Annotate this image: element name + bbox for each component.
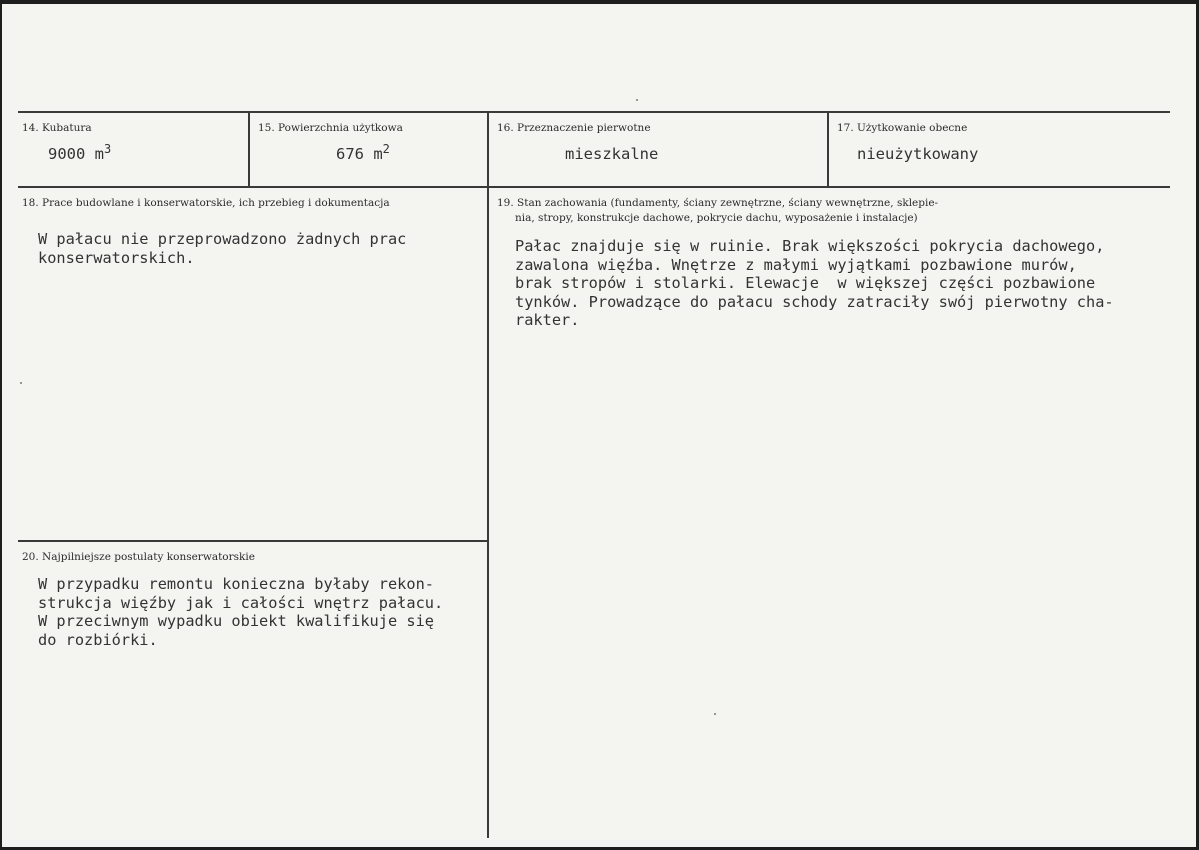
field-17-label: 17. Użytkowanie obecne <box>837 122 968 134</box>
field-19-line: zawalona więźba. Wnętrze z małymi wyjątkami pozbawione murów, <box>515 255 1077 274</box>
field-20-line: do rozbiórki. <box>38 630 158 649</box>
field-15-label: 15. Powierzchnia użytkowa <box>258 122 403 134</box>
divider-15-16 <box>487 111 489 838</box>
field-19-line: rakter. <box>515 311 580 329</box>
field-20-label: 20. Najpilniejsze postulaty konserwatorskie <box>22 551 255 563</box>
page-frame-top <box>0 0 1199 4</box>
field-20-text <box>38 575 443 649</box>
field-14-label: 14. Kubatura <box>22 122 92 134</box>
field-19-line: tynków. Prowadzące do pałacu schody zatraciły swój pierwotny cha- <box>515 292 1114 311</box>
divider-16-17 <box>827 111 829 187</box>
field-14-value <box>48 142 112 164</box>
field-19-text <box>515 237 1114 330</box>
field-16-label: 16. Przeznaczenie pierwotne <box>497 122 651 134</box>
field-20-line: W przeciwnym wypadku obiekt kwalifikuje się <box>38 612 435 630</box>
paper-speck <box>714 713 716 715</box>
field-18-text <box>38 230 406 267</box>
field-18-line: W pałacu nie przeprowadzono żadnych prac <box>38 230 407 248</box>
divider-14-15 <box>248 111 250 187</box>
field-19-label-line-2: nia, stropy, konstrukcje dachowe, pokrycie dachu, wyposażenie i instalacje) <box>515 212 918 224</box>
paper-speck <box>636 99 638 101</box>
field-19-line: Pałac znajduje się w ruinie. Brak większości pokrycia dachowego, <box>515 237 1105 255</box>
field-18-label: 18. Prace budowlane i konserwatorskie, ich przebieg i dokumentacja <box>22 197 390 209</box>
field-15-unit-exponent: 2 <box>382 142 390 156</box>
field-18-line: konserwatorskich. <box>38 248 195 267</box>
form-line-middle <box>18 186 1170 188</box>
field-19-line: brak stropów i stolarki. Elewacje w większej części pozbawione <box>515 274 1096 292</box>
field-20-line: W przypadku remontu konieczna byłaby rekon- <box>38 575 435 593</box>
page-frame-left <box>0 0 2 850</box>
form-line-top <box>18 111 1170 113</box>
field-17-value: nieużytkowany <box>857 145 979 163</box>
form-line-field20 <box>18 540 488 542</box>
field-16-value: mieszkalne <box>565 145 659 163</box>
field-14-number: 9000 m <box>48 145 104 163</box>
field-15-value <box>336 142 390 164</box>
field-15-number: 676 m <box>336 145 383 163</box>
field-20-line: strukcja więźby jak i całości wnętrz pałacu. <box>38 593 444 612</box>
field-19-label-line-1: 19. Stan zachowania (fundamenty, ściany zewnętrzne, ściany wewnętrzne, sklepie- <box>497 197 939 209</box>
paper-speck <box>20 382 22 384</box>
field-14-unit-exponent: 3 <box>104 142 112 156</box>
